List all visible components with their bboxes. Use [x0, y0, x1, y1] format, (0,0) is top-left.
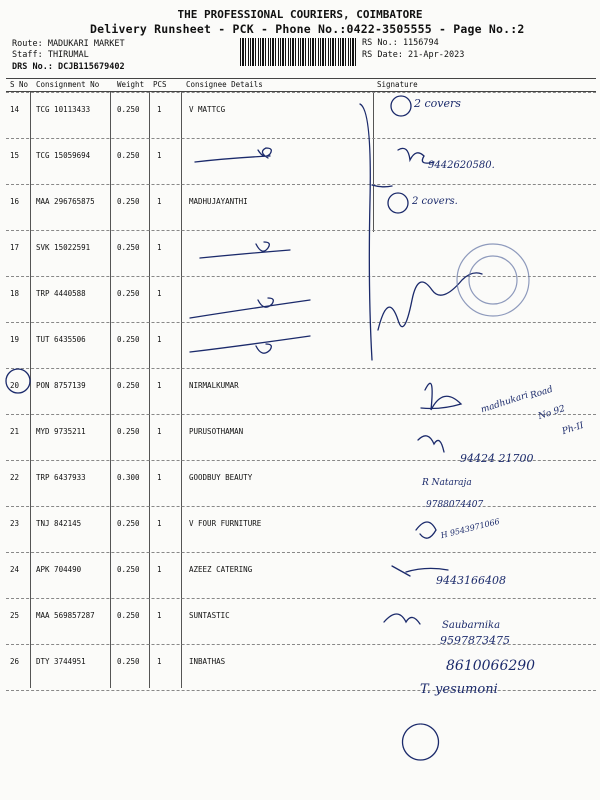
rs-date: RS Date: 21-Apr-2023 [362, 50, 465, 60]
consignment-no: APK 704490 [36, 565, 82, 574]
consignment-no: MYD 9735211 [36, 427, 86, 436]
col-consignment: Consignment No [36, 80, 100, 89]
pcs: 1 [157, 565, 162, 574]
table-row [6, 276, 596, 323]
consignment-no: SVK 15022591 [36, 243, 91, 252]
sno: 17 [10, 243, 20, 252]
pcs: 1 [157, 197, 162, 206]
sno: 23 [10, 519, 20, 528]
weight: 0.250 [117, 197, 140, 206]
col-consignee: Consignee Details [186, 80, 263, 89]
table-row [6, 460, 596, 507]
table-row [6, 322, 596, 369]
sno: 24 [10, 565, 20, 574]
drs-number: DRS No.: DCJB115679402 [12, 62, 125, 72]
sno: 18 [10, 289, 20, 298]
handwritten-phone: H 9543971066 [439, 516, 501, 541]
sno: 25 [10, 611, 20, 620]
weight: 0.250 [117, 335, 140, 344]
sno: 16 [10, 197, 20, 206]
handwritten-phone: 9443166408 [436, 574, 506, 587]
handwritten-name: R Nataraja [422, 478, 472, 488]
consignment-no: PON 8757139 [36, 381, 86, 390]
consignee: SUNTASTIC [189, 611, 230, 620]
consignment-no: TRP 6437933 [36, 473, 86, 482]
col-pcs: PCS [153, 80, 167, 89]
table-bottom-rule [6, 690, 596, 691]
consignment-no: TNJ 842145 [36, 519, 82, 528]
handwritten-phone: 9442620580. [428, 160, 495, 171]
consignment-no: TRP 4440588 [36, 289, 86, 298]
runsheet-subtitle: Delivery Runsheet - PCK - Phone No.:0422-3505555 - Page No.:2 [90, 22, 525, 36]
sno: 21 [10, 427, 20, 436]
header-rule-top [6, 78, 596, 79]
consignment-no: DTY 3744951 [36, 657, 86, 666]
consignee: MADHUJAYANTHI [189, 197, 248, 206]
weight: 0.250 [117, 105, 140, 114]
consignment-no: TUT 6435506 [36, 335, 86, 344]
pcs: 1 [157, 427, 162, 436]
handwritten-name: T. yesumoni [420, 682, 498, 697]
weight: 0.250 [117, 151, 140, 160]
pcs: 1 [157, 243, 162, 252]
weight: 0.300 [117, 473, 140, 482]
handwritten-phone: 94424 21700 [460, 452, 534, 465]
pcs: 1 [157, 381, 162, 390]
pcs: 1 [157, 335, 162, 344]
pcs: 1 [157, 289, 162, 298]
weight: 0.250 [117, 611, 140, 620]
table-row [6, 368, 596, 415]
consignee: INBATHAS [189, 657, 226, 666]
sno: 14 [10, 105, 20, 114]
rs-number: RS No.: 1156794 [362, 38, 439, 48]
pcs: 1 [157, 151, 162, 160]
weight: 0.250 [117, 565, 140, 574]
table-row [6, 230, 596, 277]
col-weight: Weight [117, 80, 145, 89]
pcs: 1 [157, 611, 162, 620]
sno: 19 [10, 335, 20, 344]
consignee: NIRMALKUMAR [189, 381, 239, 390]
consignee: AZEEZ CATERING [189, 565, 253, 574]
pcs: 1 [157, 519, 162, 528]
pcs: 1 [157, 657, 162, 666]
consignee: PURUSOTHAMAN [189, 427, 244, 436]
handwritten-address: madhukari [479, 390, 530, 416]
runsheet-table [6, 92, 596, 792]
col-signature: Signature [377, 80, 418, 89]
weight: 0.250 [117, 519, 140, 528]
table-row [6, 184, 596, 231]
handwritten-note: 2 covers [414, 97, 461, 110]
table-row [6, 552, 596, 599]
consignee: V MATTCG [189, 105, 226, 114]
handwritten-address: Road [529, 384, 555, 402]
pcs: 1 [157, 473, 162, 482]
sno: 20 [10, 381, 20, 390]
weight: 0.250 [117, 381, 140, 390]
consignment-no: MAA 569857287 [36, 611, 95, 620]
consignment-no: TCG 10113433 [36, 105, 91, 114]
sno: 22 [10, 473, 20, 482]
route-text: Route: MADUKARI MARKET [12, 39, 125, 49]
consignee: V FOUR FURNITURE [189, 519, 262, 528]
handwritten-address: No 92 [537, 403, 567, 423]
weight: 0.250 [117, 427, 140, 436]
handwritten-phone: 9788074407 [426, 500, 484, 510]
handwritten-phone: 9597873475 [440, 634, 510, 647]
sno: 26 [10, 657, 20, 666]
staff-text: Staff: THIRUMAL [12, 50, 89, 60]
table-row [6, 138, 596, 185]
weight: 0.250 [117, 289, 140, 298]
pcs: 1 [157, 105, 162, 114]
handwritten-address: Ph-II [560, 420, 586, 438]
weight: 0.250 [117, 243, 140, 252]
table-row [6, 92, 596, 139]
consignee: GOODBUY BEAUTY [189, 473, 253, 482]
barcode [240, 38, 356, 66]
company-title: THE PROFESSIONAL COURIERS, COIMBATORE [177, 8, 423, 21]
handwritten-name: Saubarnika [442, 620, 501, 631]
consignment-no: TCG 15059694 [36, 151, 91, 160]
sno: 15 [10, 151, 20, 160]
handwritten-note: 2 covers. [412, 196, 458, 207]
handwritten-phone: 8610066290 [446, 658, 536, 674]
weight: 0.250 [117, 657, 140, 666]
consignment-no: MAA 296765875 [36, 197, 95, 206]
table-row [6, 506, 596, 553]
col-sno: S No [10, 80, 29, 89]
